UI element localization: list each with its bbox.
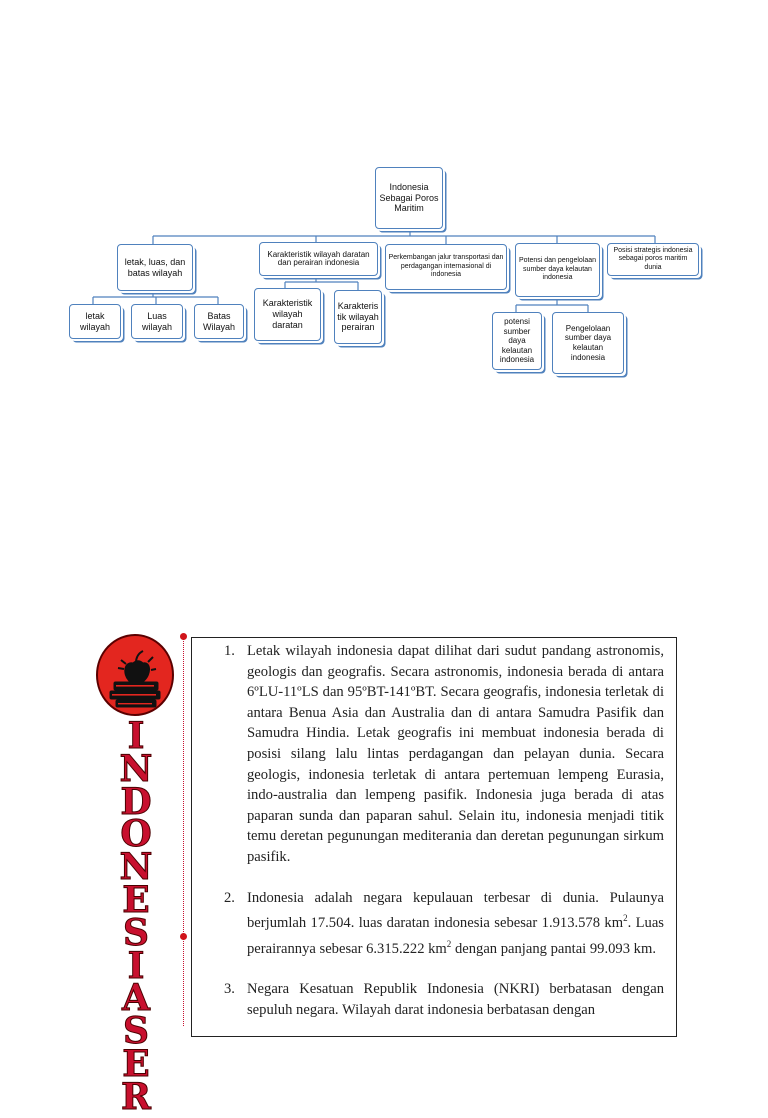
list-number: 3. bbox=[224, 981, 235, 998]
diagram-node-batas-wilayah: Batas Wilayah bbox=[194, 304, 244, 339]
banner-letter: E bbox=[122, 878, 150, 921]
superscript: 2 bbox=[623, 913, 628, 924]
book-stack-apple-logo bbox=[96, 634, 176, 716]
list-number: 2. bbox=[224, 889, 235, 906]
banner-letter: N bbox=[119, 747, 153, 790]
banner-letter: I bbox=[127, 715, 145, 757]
banner-letter: E bbox=[122, 1042, 150, 1085]
divider-dot bbox=[180, 633, 187, 640]
diagram-root-node: Indonesia Sebagai Poros Maritim bbox=[375, 167, 443, 229]
list-text: Letak wilayah indonesia dapat dilihat dari sudut pandang astronomis, geologis dan geografis. Secara astronomis, indonesia berada di antara 6ºLU-11ºLS dan 95ºBT-141ºBT. Secara geografis, indonesia terletak di antara Benua Asia dan Australia dan di antara Samudra Pasifik dan Samudra Hindia. Letak geografis ini membuat indonesia berada di posisi silang lalu lintas perdagangan dan pelayan dunia. Secara geologis, indonesia terletak di antara pertemuan lempeng Eurasia, indo-australia dan lempeng pasifik. Indonesia juga berada di atas paparan sunda dan paparan sahul. Selain itu, indonesia menjadi titik temu deretan pegunungan mediterania dan deretan pegunungan sirkum pasifik. bbox=[247, 643, 664, 865]
diagram-node-letak-wilayah: letak wilayah bbox=[69, 304, 121, 339]
diagram-branch-letak-luas-batas: letak, luas, dan batas wilayah bbox=[117, 244, 193, 291]
side-banner-letters bbox=[108, 715, 164, 1118]
banner-letter: A bbox=[122, 977, 150, 1020]
diagram-node-luas-wilayah: Luas wilayah bbox=[131, 304, 183, 339]
document-text-box bbox=[191, 637, 677, 1037]
list-text-part: Indonesia adalah negara kepulauan terbesar di dunia. Pulaunya berjumlah 17.504. luas daratan indonesia sebesar 1.913.578 km bbox=[247, 889, 664, 931]
list-item bbox=[192, 638, 676, 868]
banner-letter: O bbox=[120, 813, 152, 856]
banner-letter: N bbox=[119, 846, 153, 889]
list-item bbox=[192, 979, 676, 1020]
diagram-branch-transportasi: Perkembangan jalur transportasi dan perdagangan internasional di indonesia bbox=[385, 244, 507, 290]
list-item bbox=[192, 888, 676, 960]
diagram-branch-posisi-strategis: Posisi strategis indonesia sebagai poros maritim dunia bbox=[607, 243, 699, 276]
superscript: 2 bbox=[446, 938, 452, 949]
diagram-node-pengelolaan-sumber-daya: Pengelolaan sumber daya kelautan indonesia bbox=[552, 312, 624, 374]
document-list bbox=[192, 638, 676, 1020]
list-text: Negara Kesatuan Republik Indonesia (NKRI) berbatasan dengan sepuluh negara. Wilayah darat indonesia berbatasan dengan bbox=[247, 981, 664, 1018]
dotted-divider bbox=[183, 636, 184, 1026]
banner-letter: R bbox=[121, 1075, 151, 1118]
divider-dot bbox=[180, 933, 187, 940]
list-number: 1. bbox=[224, 643, 235, 659]
diagram-branch-karakteristik: Karakteristik wilayah daratan dan perairan indonesia bbox=[259, 242, 378, 276]
list-text-part: . Luas perairannya sebesar 6.315.222 km bbox=[247, 914, 664, 957]
diagram-branch-potensi: Potensi dan pengelolaan sumber daya kelautan indonesia bbox=[515, 243, 600, 297]
diagram-node-potensi-sumber-daya: potensi sumber daya kelautan indonesia bbox=[492, 312, 542, 370]
diagram-node-wilayah-daratan: Karakteristik wilayah daratan bbox=[254, 288, 321, 341]
banner-letter: S bbox=[123, 911, 149, 954]
diagram-node-wilayah-perairan: Karakteris tik wilayah perairan bbox=[334, 290, 382, 344]
list-text-part: dengan panjang pantai 99.093 km. bbox=[451, 940, 656, 957]
banner-letter: I bbox=[127, 944, 145, 987]
banner-letter: S bbox=[123, 1010, 149, 1053]
banner-letter: D bbox=[120, 780, 152, 823]
